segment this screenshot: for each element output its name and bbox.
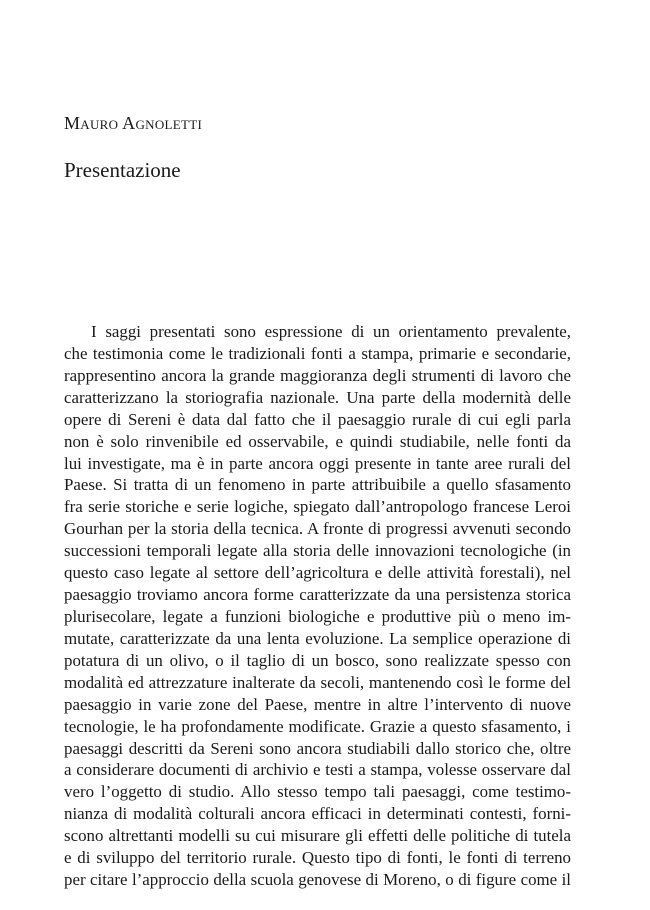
text-line: opere di Sereni è data dal fatto che il paesaggio rurale di cui egli parla bbox=[64, 409, 571, 429]
text-line: caratterizzano la storiografia nazionale. Una parte della modernità delle bbox=[64, 387, 571, 407]
body-paragraph bbox=[64, 321, 571, 891]
text-line: Paese. Si tratta di un fenomeno in parte attribuibile a quello sfasamento bbox=[64, 475, 571, 495]
text-line: modalità ed attrezzature inalterate da secoli, mantenendo così le forme del bbox=[64, 672, 571, 692]
text-line: a considerare documenti di archivio e testi a stampa, volesse osservare dal bbox=[64, 760, 571, 780]
text-line: fra serie storiche e serie logiche, spiegato dall’antropologo francese Leroi bbox=[64, 497, 571, 517]
text-line: che testimonia come le tradizionali fonti a stampa, primarie e secondarie, bbox=[64, 343, 571, 363]
text-line: lui investigate, ma è in parte ancora oggi presente in tante aree rurali del bbox=[64, 453, 571, 473]
author-name: Mauro Agnoletti bbox=[64, 113, 203, 133]
text-line: successioni temporali legate alla storia delle innovazioni tecnologiche (in bbox=[64, 541, 571, 561]
text-line: paesaggio in varie zone del Paese, mentre in altre l’intervento di nuove bbox=[64, 694, 571, 714]
chapter-title: Presentazione bbox=[64, 158, 181, 182]
text-line: per citare l’approccio della scuola genovese di Moreno, o di figure come il bbox=[64, 870, 571, 890]
text-line: e di sviluppo del territorio rurale. Questo tipo di fonti, le fonti di terreno bbox=[64, 848, 571, 868]
text-line: paesaggi descritti da Sereni sono ancora studiabili dallo storico che, oltre bbox=[64, 738, 571, 758]
text-line: scono altrettanti modelli su cui misurare gli effetti delle politiche di tutela bbox=[64, 826, 571, 846]
text-line: potatura di un olivo, o il taglio di un bosco, sono realizzate spesso con bbox=[64, 650, 571, 670]
text-line: I saggi presentati sono espressione di un orientamento prevalente, bbox=[91, 322, 571, 341]
text-line: Gourhan per la storia della tecnica. A fronte di progressi avvenuti secondo bbox=[64, 519, 571, 539]
text-line: vero l’oggetto di studio. Allo stesso tempo tali paesaggi, come testimo- bbox=[64, 782, 571, 802]
text-line: rappresentino ancora la grande maggioranza degli strumenti di lavoro che bbox=[64, 365, 571, 385]
text-line: mutate, caratterizzate da una lenta evoluzione. La semplice operazione di bbox=[64, 628, 571, 648]
text-line: tecnologie, le ha profondamente modificate. Grazie a questo sfasamento, i bbox=[64, 716, 571, 736]
text-line: plurisecolare, legate a funzioni biologiche e produttive più o meno im- bbox=[64, 606, 571, 626]
text-line: non è solo rinvenibile ed osservabile, e quindi studiabile, nelle fonti da bbox=[64, 431, 571, 451]
text-line: nianza di modalità colturali ancora efficaci in determinati contesti, forni- bbox=[64, 804, 571, 824]
text-line: paesaggio troviamo ancora forme caratterizzate da una persistenza storica bbox=[64, 585, 571, 605]
text-line: questo caso legate al settore dell’agricoltura e delle attività forestali), nel bbox=[64, 563, 571, 583]
